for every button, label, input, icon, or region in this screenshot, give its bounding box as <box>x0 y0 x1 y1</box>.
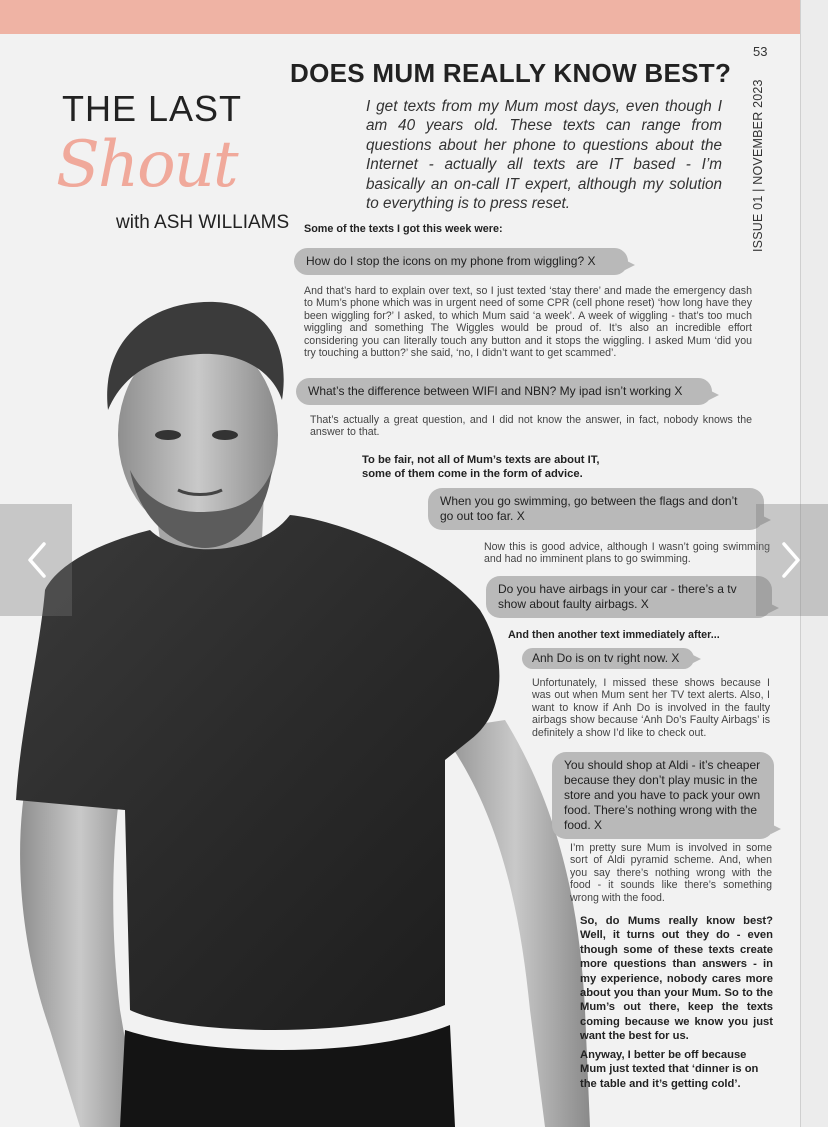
aside-advice: To be fair, not all of Mum’s texts are about IT, some of them come in the form of advice. <box>362 454 600 481</box>
aside-after: And then another text immediately after... <box>508 629 720 641</box>
reply-paragraph: Unfortunately, I missed these shows because I was out when Mum sent her TV text alerts. Also, I want to know if Anh Do is involved in the faulty airbags show because ‘Anh Do’s Faulty Airbags’ is definitely a show I’d like to check out. <box>532 677 770 739</box>
article-title: DOES MUM REALLY KNOW BEST? <box>290 58 732 88</box>
signoff: Anyway, I better be off because Mum just texted that ‘dinner is on the table and it’s getting cold’. <box>580 1049 759 1090</box>
left-arm <box>20 760 140 1127</box>
trousers <box>120 1025 455 1127</box>
right-eye <box>212 430 238 440</box>
issue-label: ISSUE 01 | NOVEMBER 2023 <box>751 79 765 252</box>
accent-band <box>0 0 800 34</box>
page-number: 53 <box>753 44 768 59</box>
left-eye <box>155 430 181 440</box>
conclusion: So, do Mums really know best? Well, it turns out they do - even though some of these texts create more questions than answers - in my experience, nobody cares more about you than your Mum. So to the Mum’s out there, keep the texts coming because we know you just want the best for us. <box>580 915 773 1043</box>
lead-in: Some of the texts I got this week were: <box>304 223 503 235</box>
column-name-line: THE LAST <box>62 88 243 129</box>
chevron-left-icon <box>0 504 72 616</box>
intro-paragraph: I get texts from my Mum most days, even though I am 40 years old. These texts can range from questions about her phone to questions about the Internet - actually all texts are IT based - I’m basically an on-call IT expert, although my solution to everything is to press reset. <box>366 98 722 213</box>
issue-label-vertical <box>751 76 769 252</box>
next-page-button[interactable] <box>756 504 828 616</box>
text-bubble: You should shop at Aldi - it’s cheaper because they don’t play music in the store and you have to pack your own food. There’s nothing wrong with the food. X <box>552 752 774 839</box>
text-bubble: How do I stop the icons on my phone from wiggling? X <box>294 248 628 275</box>
reply-paragraph: That’s actually a great question, and I did not know the answer, in fact, nobody knows the answer to that. <box>310 414 752 439</box>
text-bubble: What’s the difference between WIFI and NBN? My ipad isn’t working X <box>296 378 712 405</box>
chevron-right-icon <box>756 504 828 616</box>
text-bubble: Do you have airbags in your car - there’s a tv show about faulty airbags. X <box>486 576 772 618</box>
reply-paragraph: Now this is good advice, although I wasn’t going swimming and had no imminent plans to go swimming. <box>484 541 770 566</box>
prev-page-button[interactable] <box>0 504 72 616</box>
text-bubble: When you go swimming, go between the flags and don’t go out too far. X <box>428 488 764 530</box>
text-bubble: Anh Do is on tv right now. X <box>522 648 694 669</box>
byline: with ASH WILLIAMS <box>116 212 290 233</box>
reply-paragraph: And that’s hard to explain over text, so I just texted ‘stay there’ and made the emergency dash to Mum’s phone which was in urgent need of some CPR (cell phone reset) ‘how long have they been wiggling for?’ I asked, to which Mum said ‘a week’. A week of wiggling - that’s too much wiggling and something The Wiggles would be proud of. It’s also an incredible effort considering you can literally touch any button and it stops the wiggling. I asked Mum ‘did you try touching a button?’ she said, ‘no, I didn’t want to get scammed’. <box>304 285 752 360</box>
column-script-logo: Shout <box>56 128 237 202</box>
reply-paragraph: I’m pretty sure Mum is involved in some sort of Aldi pyramid scheme. And, when you say there’s nothing wrong with the food - it sounds like there’s something wrong with the food. <box>570 842 772 904</box>
